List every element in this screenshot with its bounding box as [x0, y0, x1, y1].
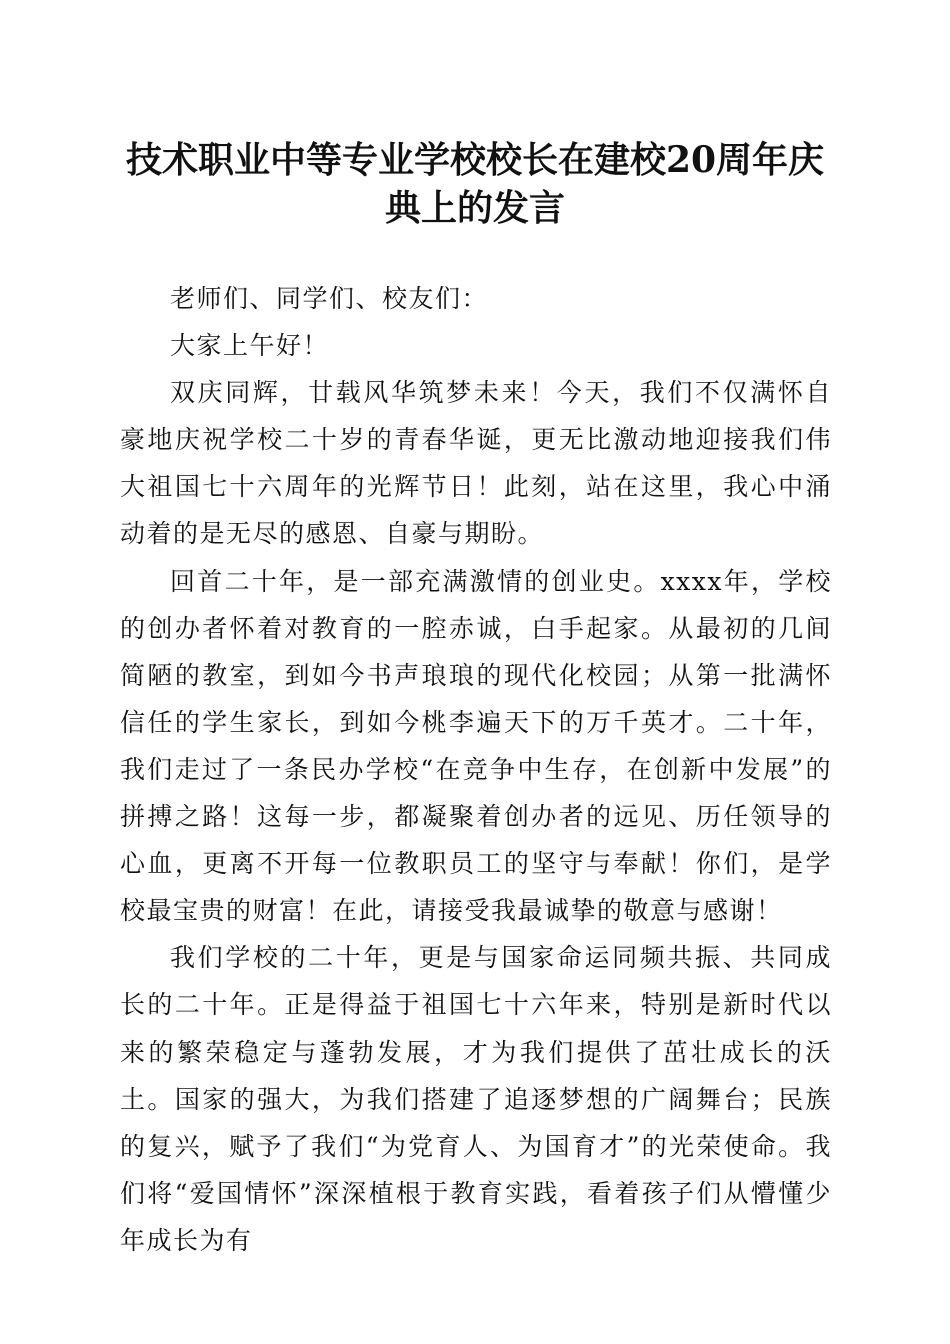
body-paragraph: 我们学校的二十年，更是与国家命运同频共振、共同成长的二十年。正是得益于祖国七十六年来，特别是新时代以来的繁荣稳定与蓬勃发展，才为我们提供了茁壮成长的沃土。国家的强大，为我们搭建了追逐梦想的广阔舞台；民族的复兴，赋予了我们“为党育人、为国育才”的光荣使命。我们将“爱国情怀”深深植根于教育实践，看着孩子们从懵懂少年成长为有	[120, 943, 832, 1255]
document-title-line-2: 典上的发言	[384, 187, 565, 229]
body-paragraph: 回首二十年，是一部充满激情的创业史。xxxx年，学校的创办者怀着对教育的一腔赤诚，白手起家。从最初的几间简陋的教室，到如今书声琅琅的现代化校园；从第一批满怀信任的学生家长，到如今桃李遍天下的万千英才。二十年，我们走过了一条民办学校“在竞争中生存，在创新中发展”的拼搏之路！这每一步，都凝聚着创办者的远见、历任领导的心血，更离不开每一位教职员工的坚守与奉献！你们，是学校最宝贵的财富！在此，请接受我最诚挚的敬意与感谢！	[120, 566, 832, 926]
greeting: 大家上午好！	[170, 331, 330, 361]
document-body	[120, 275, 832, 1264]
document-title-line-1: 技术职业中等专业学校校长在建校20周年庆	[125, 139, 825, 181]
salutation: 老师们、同学们、校友们：	[170, 284, 489, 313]
body-paragraph: 双庆同辉，廿载风华筑梦未来！今天，我们不仅满怀自豪地庆祝学校二十岁的青春华诞，更无比激动地迎接我们伟大祖国七十六周年的光辉节日！此刻，站在这里，我心中涌动着的是无尽的感恩、自豪与期盼。	[120, 378, 832, 549]
